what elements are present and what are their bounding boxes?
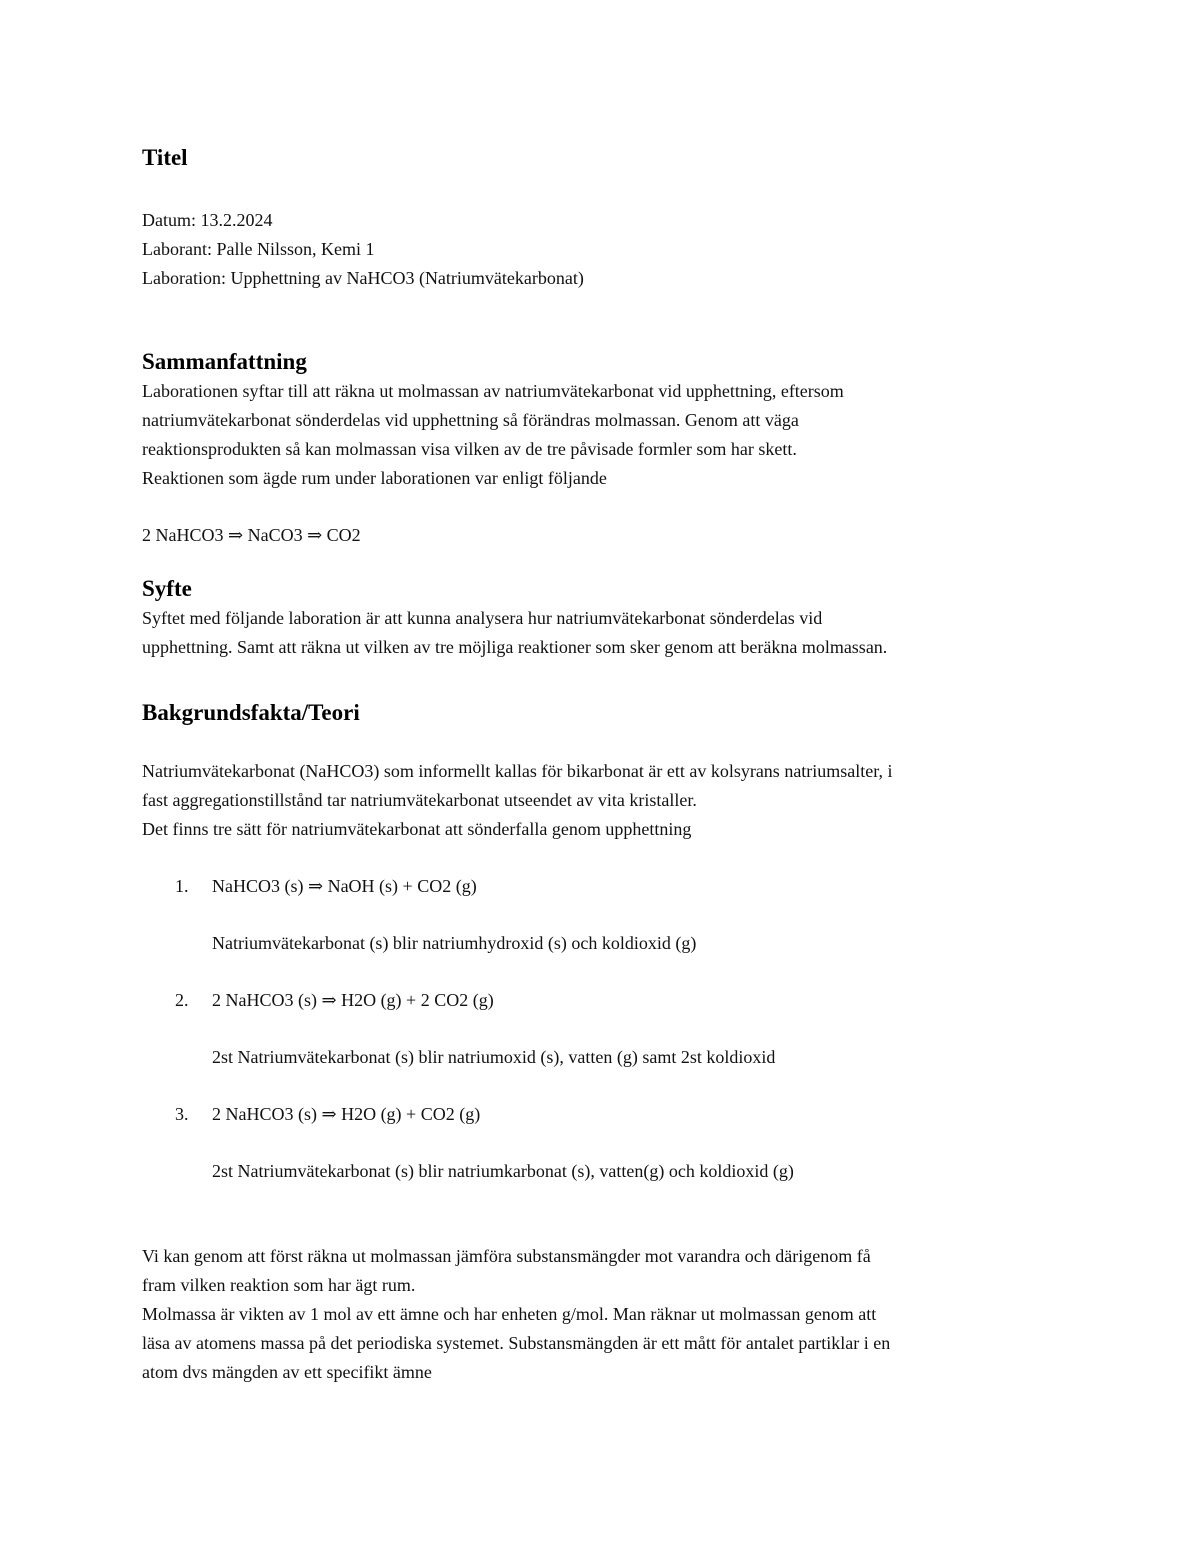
reaction-equation: 2 NaHCO3 (s) ⇒ H2O (g) + 2 CO2 (g) [212,990,494,1010]
paragraph-line: Natriumvätekarbonat (NaHCO3) som informellt kallas för bikarbonat är ett av kolsyrans natriumsalter, i [142,761,893,781]
reaction-number: 3. [175,1104,189,1124]
reaction-equation: NaHCO3 (s) ⇒ NaOH (s) + CO2 (g) [212,876,477,896]
reaction-equation: 2 NaHCO3 (s) ⇒ H2O (g) + CO2 (g) [212,1104,481,1124]
section-syfte [142,574,1052,662]
heading-syfte: Syfte [142,576,192,601]
paragraph-line: fast aggregationstillstånd tar natriumvätekarbonat utseendet av vita kristaller. [142,790,697,810]
paragraph-line: Syftet med följande laboration är att kunna analysera hur natriumvätekarbonat sönderdelas vid [142,608,823,628]
reaction-number: 1. [175,876,189,896]
section-bakgrund [142,698,1052,1387]
paragraph-line: Laborationen syftar till att räkna ut molmassan av natriumvätekarbonat vid upphettning, eftersom [142,381,844,401]
heading-bakgrund: Bakgrundsfakta/Teori [142,700,360,725]
meta-laborant: Laborant: Palle Nilsson, Kemi 1 [142,239,375,259]
reaction-item [142,872,1052,958]
paragraph-line: Reaktionen som ägde rum under laborationen var enligt följande [142,468,607,488]
document-meta [142,206,1052,293]
reaction-list [142,872,1052,1186]
reaction-description: 2st Natriumvätekarbonat (s) blir natriumoxid (s), vatten (g) samt 2st koldioxid [212,1047,776,1067]
meta-date: Datum: 13.2.2024 [142,210,273,230]
summary-equation: 2 NaHCO3 ⇒ NaCO3 ⇒ CO2 [142,525,361,545]
reaction-description: Natriumvätekarbonat (s) blir natriumhydroxid (s) och koldioxid (g) [212,933,697,953]
paragraph-line: reaktionsprodukten så kan molmassan visa vilken av de tre påvisade formler som har skett. [142,439,797,459]
reaction-number: 2. [175,990,189,1010]
paragraph-line: natriumvätekarbonat sönderdelas vid upphettning så förändras molmassan. Genom att väga [142,410,799,430]
paragraph-line: läsa av atomens massa på det periodiska systemet. Substansmängden är ett mått för antalet partiklar i en [142,1333,891,1353]
reaction-item [142,1100,1052,1186]
paragraph-line: upphettning. Samt att räkna ut vilken av tre möjliga reaktioner som sker genom att beräkna molmassan. [142,637,888,657]
paragraph-line: fram vilken reaktion som har ägt rum. [142,1275,416,1295]
paragraph-line: Molmassa är vikten av 1 mol av ett ämne och har enheten g/mol. Man räknar ut molmassan genom att [142,1304,877,1324]
meta-laboration: Laboration: Upphettning av NaHCO3 (Natriumvätekarbonat) [142,268,584,288]
section-sammanfattning [142,347,1052,550]
paragraph-line: Det finns tre sätt för natriumvätekarbonat att sönderfalla genom upphettning [142,819,692,839]
heading-sammanfattning: Sammanfattning [142,349,307,374]
document-content [142,140,1052,1387]
paragraph-line: Vi kan genom att först räkna ut molmassan jämföra substansmängder mot varandra och därigenom få [142,1246,871,1266]
reaction-item [142,986,1052,1072]
paragraph-line: atom dvs mängden av ett specifikt ämne [142,1362,432,1382]
document-title: Titel [142,145,188,170]
reaction-description: 2st Natriumvätekarbonat (s) blir natriumkarbonat (s), vatten(g) och koldioxid (g) [212,1161,794,1181]
